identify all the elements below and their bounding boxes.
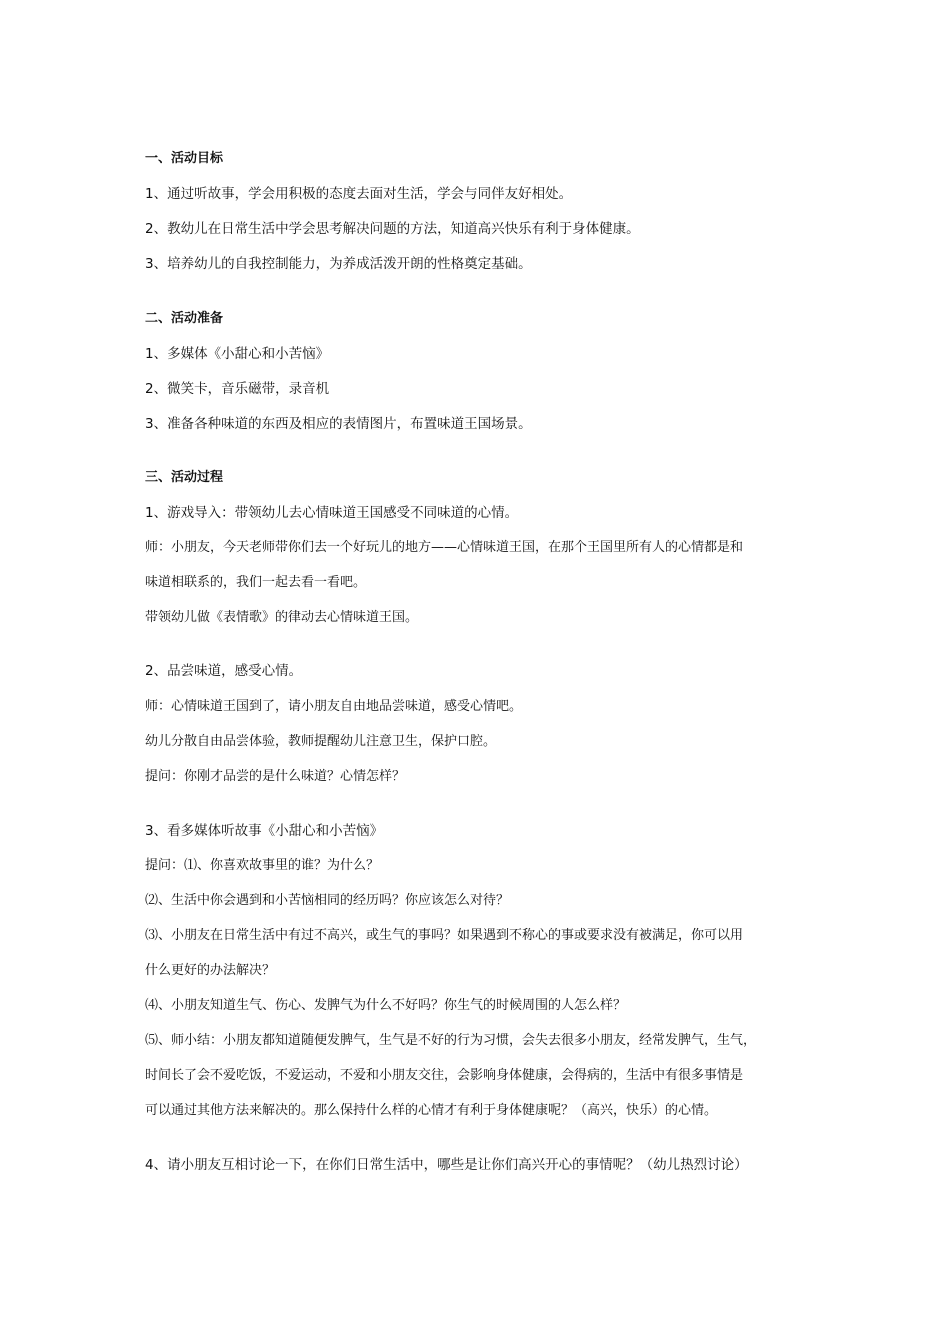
step3-line-4: 什么更好的办法解决？ bbox=[145, 963, 276, 978]
step1-line-1: 师：小朋友，今天老师带你们去一个好玩儿的地方——心情味道王国，在那个王国里所有人的心情都是和 bbox=[145, 540, 744, 555]
step2-line-1: 师：心情味道王国到了，请小朋友自由地品尝味道，感受心情吧。 bbox=[145, 699, 523, 714]
prep-item-3: 3、准备各种味道的东西及相应的表情图片，布置味道王国场景。 bbox=[145, 416, 532, 432]
step2-title: 2、品尝味道，感受心情。 bbox=[145, 663, 303, 679]
goal-item-3: 3、培养幼儿的自我控制能力，为养成活泼开朗的性格奠定基础。 bbox=[145, 256, 532, 272]
step2-line-3: 提问：你刚才品尝的是什么味道？心情怎样？ bbox=[145, 769, 406, 784]
step1-line-3: 带领幼儿做《表情歌》的律动去心情味道王国。 bbox=[145, 610, 419, 625]
step3-line-2: ⑵、生活中你会遇到和小苦恼相同的经历吗？你应该怎么对待？ bbox=[145, 893, 510, 908]
section-heading-process: 三、活动过程 bbox=[145, 470, 224, 485]
prep-item-2: 2、微笑卡，音乐磁带，录音机 bbox=[145, 381, 330, 397]
step3-line-6: ⑸、师小结：小朋友都知道随便发脾气，生气是不好的行为习惯，会失去很多小朋友，经常发脾气，生气， bbox=[145, 1033, 757, 1048]
section-heading-preparation: 二、活动准备 bbox=[145, 311, 224, 326]
step4-title: 4、请小朋友互相讨论一下，在你们日常生活中，哪些是让你们高兴开心的事情呢？（幼儿热烈讨论） bbox=[145, 1157, 748, 1173]
step3-line-5: ⑷、小朋友知道生气、伤心、发脾气为什么不好吗？你生气的时候周围的人怎么样？ bbox=[145, 998, 627, 1013]
section-heading-goals: 一、活动目标 bbox=[145, 151, 224, 166]
step3-line-3: ⑶、小朋友在日常生活中有过不高兴，或生气的事吗？如果遇到不称心的事或要求没有被满足，你可以用 bbox=[145, 928, 744, 943]
step3-title: 3、看多媒体听故事《小甜心和小苦恼》 bbox=[145, 823, 384, 839]
step3-line-7: 时间长了会不爱吃饭，不爱运动，不爱和小朋友交往，会影响身体健康，会得病的，生活中有很多事情是 bbox=[145, 1068, 744, 1083]
step3-line-8: 可以通过其他方法来解决的。那么保持什么样的心情才有利于身体健康呢？（高兴，快乐）的心情。 bbox=[145, 1103, 718, 1118]
prep-item-1: 1、多媒体《小甜心和小苦恼》 bbox=[145, 346, 330, 362]
goal-item-1: 1、通过听故事，学会用积极的态度去面对生活，学会与同伴友好相处。 bbox=[145, 186, 573, 202]
step2-line-2: 幼儿分散自由品尝体验，教师提醒幼儿注意卫生，保护口腔。 bbox=[145, 734, 497, 749]
step3-line-1: 提问：⑴、你喜欢故事里的谁？为什么？ bbox=[145, 858, 380, 873]
step1-title: 1、游戏导入：带领幼儿去心情味道王国感受不同味道的心情。 bbox=[145, 505, 519, 521]
step1-line-2: 味道相联系的，我们一起去看一看吧。 bbox=[145, 575, 367, 590]
goal-item-2: 2、教幼儿在日常生活中学会思考解决问题的方法，知道高兴快乐有利于身体健康。 bbox=[145, 221, 640, 237]
